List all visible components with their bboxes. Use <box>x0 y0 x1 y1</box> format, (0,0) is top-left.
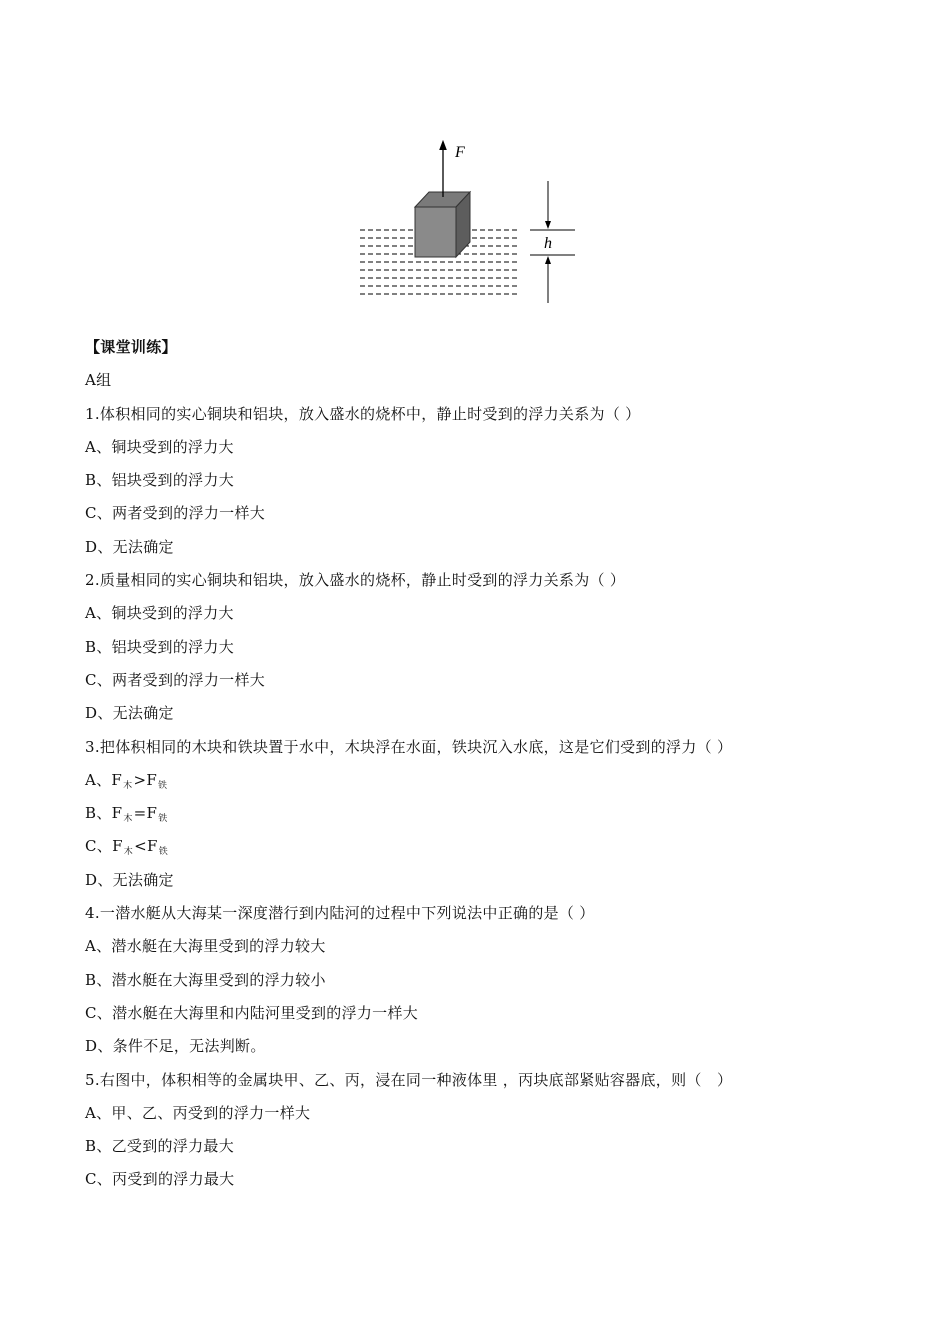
question-2-stem: 2.质量相同的实心铜块和铝块，放入盛水的烧杯，静止时受到的浮力关系为（ ） <box>85 571 626 590</box>
question-3-option-d: D、无法确定 <box>85 870 174 889</box>
buoyancy-figure <box>355 135 585 310</box>
subscript-wood: 木 <box>123 780 133 791</box>
question-1-option-d: D、无法确定 <box>85 537 174 556</box>
question-4-option-a: A、潜水艇在大海里受到的浮力较大 <box>85 937 326 956</box>
question-5-option-a: A、甲、乙、丙受到的浮力一样大 <box>85 1103 311 1122</box>
option-c-prefix: C、F <box>85 837 123 856</box>
subscript-iron: 铁 <box>158 847 168 858</box>
question-2-option-a: A、铜块受到的浮力大 <box>85 604 234 623</box>
question-3-stem: 3.把体积相同的木块和铁块置于水中，木块浮在水面，铁块沉入水底，这是它们受到的浮力（ ） <box>85 737 733 756</box>
question-3-option-a <box>85 764 885 797</box>
question-4-option-c: C、潜水艇在大海里和内陆河里受到的浮力一样大 <box>85 1003 419 1022</box>
question-1-option-b: B、铝块受到的浮力大 <box>85 471 235 490</box>
subscript-iron: 铁 <box>158 814 168 825</box>
option-a-prefix: A、F <box>85 770 123 789</box>
question-3-option-b <box>85 797 885 830</box>
question-2-option-c: C、两者受到的浮力一样大 <box>85 670 266 689</box>
question-1-stem: 1.体积相同的实心铜块和铝块，放入盛水的烧杯中，静止时受到的浮力关系为（ ） <box>85 404 641 423</box>
option-b-operator: =F <box>133 804 158 823</box>
option-b-prefix: B、F <box>85 804 123 823</box>
question-4-stem: 4.一潜水艇从大海某一深度潜行到内陆河的过程中下列说法中正确的是（ ） <box>85 904 595 923</box>
block-in-water-diagram <box>355 135 585 310</box>
question-5-stem: 5.右图中，体积相等的金属块甲、乙、丙，浸在同一种液体里 ，丙块底部紧贴容器底，则（ ） <box>85 1070 733 1089</box>
group-label: A组 <box>85 371 112 390</box>
cube-block <box>415 192 470 257</box>
force-label: F <box>455 144 465 161</box>
question-4-option-d: D、条件不足，无法判断。 <box>85 1037 266 1056</box>
question-4-option-b: B、潜水艇在大海里受到的浮力较小 <box>85 970 326 989</box>
depth-label: h <box>544 235 552 252</box>
exercise-content <box>85 331 885 1197</box>
question-2-option-b: B、铝块受到的浮力大 <box>85 637 235 656</box>
question-3-option-c <box>85 830 885 863</box>
question-5-option-b: B、乙受到的浮力最大 <box>85 1137 235 1156</box>
option-c-operator: <F <box>134 837 158 856</box>
section-title: 【课堂训练】 <box>85 338 177 356</box>
question-1-option-a: A、铜块受到的浮力大 <box>85 437 234 456</box>
option-a-operator: >F <box>133 770 158 789</box>
subscript-iron: 铁 <box>158 780 168 791</box>
depth-markers <box>530 181 575 303</box>
question-2-option-d: D、无法确定 <box>85 704 174 723</box>
subscript-wood: 木 <box>123 847 134 858</box>
question-5-option-c: C、丙受到的浮力最大 <box>85 1170 235 1189</box>
question-1-option-c: C、两者受到的浮力一样大 <box>85 504 266 523</box>
subscript-wood: 木 <box>123 814 133 825</box>
